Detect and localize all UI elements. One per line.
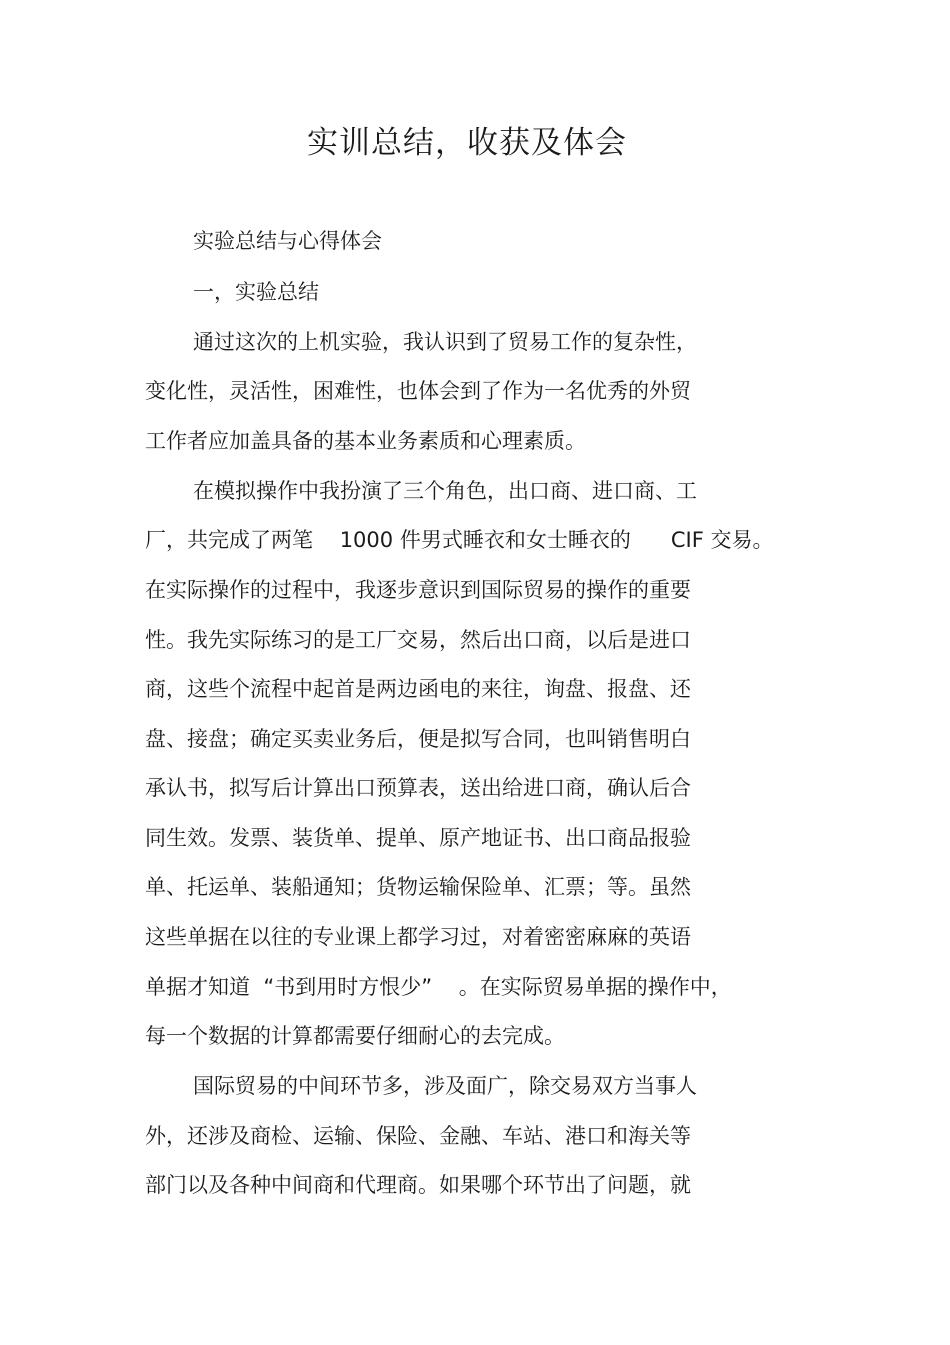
paragraph-line: 在模拟操作中我扮演了三个角色，出口商、进口商、工 xyxy=(193,479,697,503)
document-title: 实训总结，收获及体会 xyxy=(307,125,627,161)
subtitle: 实验总结与心得体会 xyxy=(193,229,382,253)
paragraph-line: 性。我先实际练习的是工厂交易，然后出口商，以后是进口 xyxy=(145,628,691,652)
paragraph-line: 变化性，灵活性，困难性，也体会到了作为一名优秀的外贸 xyxy=(145,379,691,403)
paragraph-line: 这些单据在以往的专业课上都学习过，对着密密麻麻的英语 xyxy=(145,925,691,949)
paragraph-line: 在实际操作的过程中，我逐步意识到国际贸易的操作的重要 xyxy=(145,578,691,602)
paragraph-line: 商，这些个流程中起首是两边函电的来往，询盘、报盘、还 xyxy=(145,677,691,701)
paragraph-line: 外，还涉及商检、运输、保险、金融、车站、港口和海关等 xyxy=(145,1124,691,1148)
paragraph-line: 通过这次的上机实验，我认识到了贸易工作的复杂性， xyxy=(193,330,697,354)
section-heading: 一，实验总结 xyxy=(193,280,319,304)
paragraph-line: 国际贸易的中间环节多，涉及面广，除交易双方当事人 xyxy=(193,1074,697,1098)
paragraph-line: 每一个数据的计算都需要仔细耐心的去完成。 xyxy=(145,1024,565,1048)
paragraph-line: 部门以及各种中间商和代理商。如果哪个环节出了问题，就 xyxy=(145,1173,691,1197)
paragraph-line: 单据才知道 “书到用时方恨少” 。在实际贸易单据的操作中， xyxy=(145,975,732,999)
paragraph-line: 盘、接盘；确定买卖业务后，便是拟写合同，也叫销售明白 xyxy=(145,727,691,751)
paragraph-line: 同生效。发票、装货单、提单、原产地证书、出口商品报验 xyxy=(145,826,691,850)
paragraph-line: 厂，共完成了两笔 1000 件男式睡衣和女士睡衣的 CIF 交易。 xyxy=(145,528,774,552)
paragraph-line: 单、托运单、装船通知；货物运输保险单、汇票；等。虽然 xyxy=(145,875,691,899)
paragraph-line: 工作者应加盖具备的基本业务素质和心理素质。 xyxy=(145,429,586,453)
paragraph-line: 承认书，拟写后计算出口预算表，送出给进口商，确认后合 xyxy=(145,776,691,800)
